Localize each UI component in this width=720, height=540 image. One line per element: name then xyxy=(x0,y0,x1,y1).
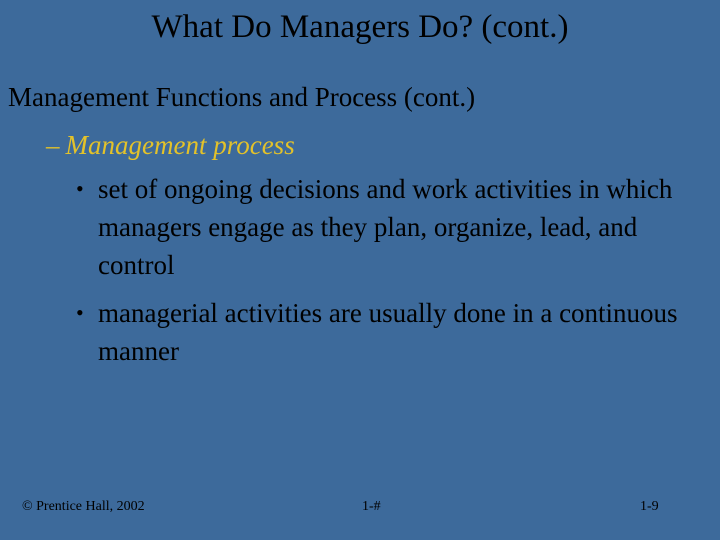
bullet-icon: • xyxy=(76,176,84,201)
dash-marker: – xyxy=(46,130,60,160)
bullet-text: set of ongoing decisions and work activities in which managers engage as they plan, organize, lead, and control xyxy=(98,174,673,280)
bullet-item xyxy=(76,170,706,284)
footer-page-number: 1-9 xyxy=(640,499,659,514)
slide-title: What Do Managers Do? (cont.) xyxy=(151,9,569,45)
subheading xyxy=(46,128,295,162)
bullet-text: managerial activities are usually done in a continuous manner xyxy=(98,298,678,366)
subheading-text: Management process xyxy=(65,130,295,160)
bullet-icon: • xyxy=(76,300,84,325)
footer-copyright: © Prentice Hall, 2002 xyxy=(22,499,145,514)
section-heading: Management Functions and Process (cont.) xyxy=(8,82,476,112)
footer-slide-placeholder: 1-# xyxy=(362,499,381,514)
bullet-item xyxy=(76,294,706,370)
